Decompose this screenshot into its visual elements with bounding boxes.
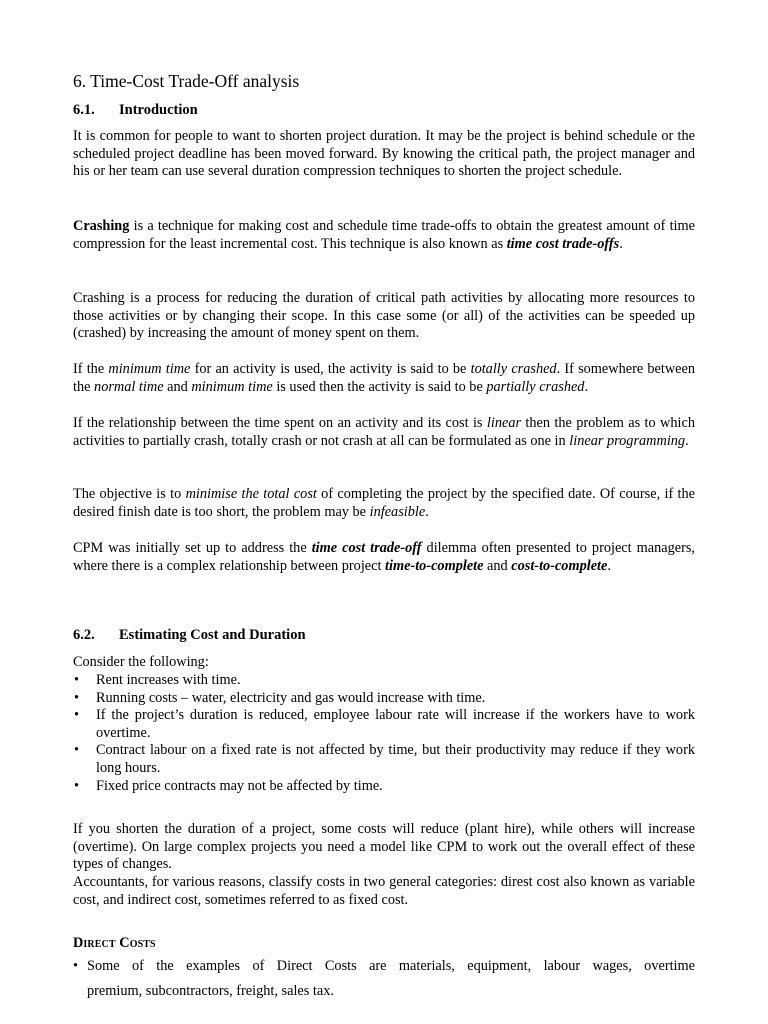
text-run: for an activity is used, the activity is said to be [190,361,471,377]
intro-paragraph-1: It is common for people to want to shorten project duration. It may be the project is behind schedule or the scheduled project deadline has been moved forward. By knowing the critical path, the project manager and his or her team can use several duration compression techniques to shorten the project schedule. [73,128,695,180]
text-run: . [607,557,611,574]
emphasis: minimum time [108,361,191,377]
strong-emphasis: cost-to-complete [511,557,608,574]
list-item-text: Running costs – water, electricity and gas would increase with time. [96,689,486,706]
strong-emphasis: time-to-complete [385,557,484,574]
intro-paragraph-7 [73,540,695,575]
emphasis: normal time [94,378,164,395]
list-item [73,672,695,690]
chapter-title: 6. Time-Cost Trade-Off analysis [73,71,300,91]
punctuation: . [619,235,623,252]
crashing-text: is a technique for making cost and schedule time trade-offs to obtain the greatest amount of time compression for the least incremental cost. This technique is also known as [73,218,695,252]
emphasis: linear programming [569,432,686,449]
text-run: The objective is to [73,486,186,502]
direct-costs-heading: Direct Costs [73,935,156,951]
section-heading-introduction [73,102,198,119]
section-number: 6.1. [73,102,95,118]
emphasis: partially crashed [486,378,585,395]
list-item-text: Fixed price contracts may not be affected by time. [96,777,383,794]
list-item [73,690,695,708]
text-run: and [163,378,192,395]
emphasis: minimise the total cost [185,486,317,502]
text-run: . If somewhere between the [73,361,696,395]
text-run: dilemma often presented to project managers, where there is a complex relationship between project [73,540,695,574]
estimating-lead: Consider the following: [73,654,209,670]
direct-costs-bullet-list [73,954,695,1004]
list-item [73,742,695,777]
text-run: . [425,503,429,520]
text-run: If the relationship between the time spent on an activity and its cost is [73,415,487,431]
emphasis: minimum time [191,378,273,395]
bullet-icon: • [73,958,79,974]
emphasis: infeasible [369,503,426,520]
section-heading-estimating [73,627,306,644]
section-title: Estimating Cost and Duration [119,627,306,643]
list-item-text-line-2: premium, subcontractors, freight, sales tax. [87,983,334,999]
intro-paragraph-5 [73,415,695,450]
list-item-text-line-1: Some of the examples of Direct Costs are materials, equipment, labour wages, overtime [87,958,695,974]
list-item [73,707,695,742]
text-run: of completing the project by the specified date. Of course, if the desired finish date is too short, the problem may be [73,486,695,520]
intro-paragraph-crashing [73,218,695,253]
text-run: and [483,557,512,574]
intro-paragraph-6 [73,486,695,521]
bullet-icon: • [74,707,80,724]
intro-paragraph-4 [73,361,695,396]
text-run: . [584,378,589,395]
section-number: 6.2. [73,627,95,643]
list-item-text: Contract labour on a fixed rate is not affected by time, but their productivity may reduce if they work long hours. [96,742,695,776]
text-run: If the [73,361,109,377]
time-cost-tradeoffs-term: time cost trade-offs [506,235,620,252]
text-run: is used then the activity is said to be [272,378,487,395]
bullet-icon: • [74,777,80,794]
text-run: . [685,432,689,449]
list-item-text: If the project’s duration is reduced, employee labour rate will increase if the workers have to work overtime. [96,707,695,741]
crashing-term: Crashing [73,218,130,234]
list-item-text: Rent increases with time. [96,672,241,688]
emphasis: totally crashed [470,361,557,377]
intro-paragraph-3: Crashing is a process for reducing the duration of critical path activities by allocating more resources to those activities or by changing their scope. In this case some (or all) of the activities can be speeded up (crashed) by increasing the amount of money spent on them. [73,290,695,342]
text-run: CPM was initially set up to address the [73,540,312,556]
section-title: Introduction [119,102,198,118]
estimating-bullet-list [73,672,695,795]
text-run: then the problem as to which activities to partially crash, totally crash or not crash at all can be formulated as one in [73,415,695,449]
list-item [73,954,695,1004]
bullet-icon: • [74,672,80,688]
list-item [73,778,695,796]
emphasis: linear [486,415,522,431]
estimating-paragraph-2: Accountants, for various reasons, classify costs in two general categories: direst cost also known as variable cost, and indirect cost, sometimes referred to as fixed cost. [73,874,695,908]
bullet-icon: • [74,742,80,759]
strong-emphasis: time cost trade-off [311,540,422,556]
estimating-paragraph-1: If you shorten the duration of a project, some costs will reduce (plant hire), while others will increase (overtime). On large complex projects you need a model like CPM to work out the overall effect of these types of changes. [73,821,695,873]
bullet-icon: • [74,689,80,706]
